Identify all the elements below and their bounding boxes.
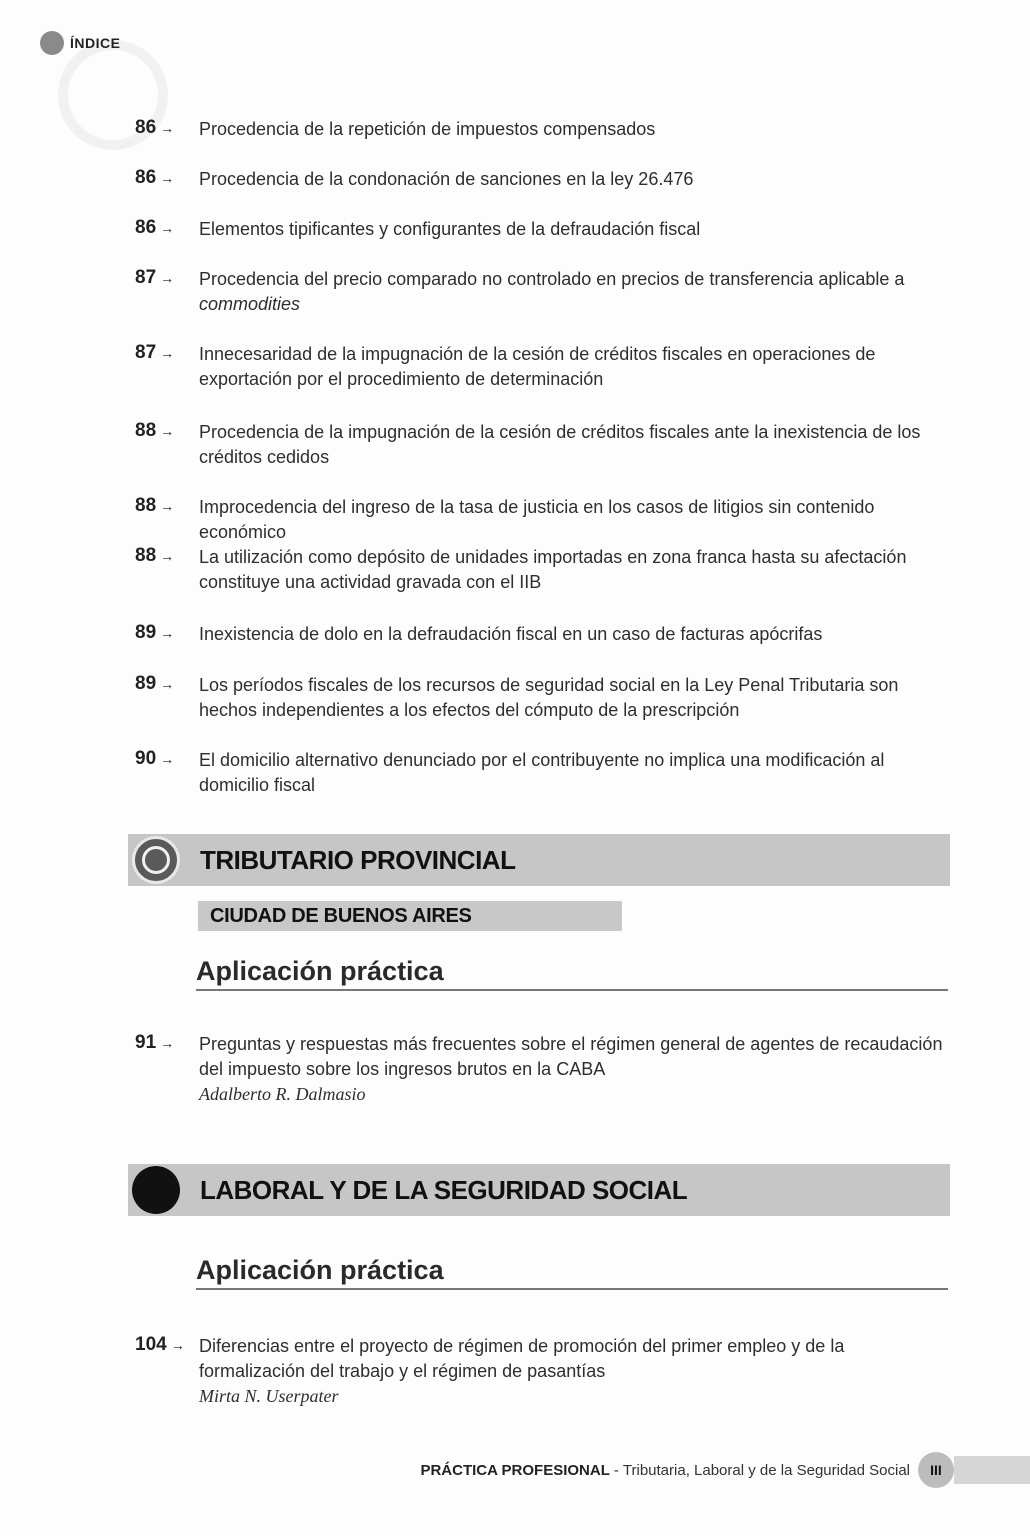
entry-title: Innecesaridad de la impugnación de la cesión de créditos fiscales en operaciones de exportación por el procedimiento de determinación (199, 344, 876, 389)
entry-page-number: 87 (135, 267, 157, 288)
section-heading (196, 1255, 948, 1290)
entry-title: Procedencia de la impugnación de la cesión de créditos fiscales ante la inexistencia de los créditos cedidos (199, 422, 921, 467)
circle-icon (132, 1166, 180, 1214)
heading-text: Aplicación práctica (196, 956, 444, 986)
entry-author: Adalberto R. Dalmasio (199, 1084, 366, 1104)
entry-title: Elementos tipificantes y configurantes de la defraudación fiscal (199, 219, 701, 239)
section-title: LABORAL Y DE LA SEGURIDAD SOCIAL (200, 1174, 688, 1205)
page-footer (420, 1452, 1030, 1488)
entry-page-number: 87 (135, 342, 157, 363)
toc-entry[interactable] (135, 342, 950, 392)
toc-entry[interactable] (135, 117, 950, 142)
page-number-badge: III (918, 1452, 954, 1488)
entry-title: Diferencias entre el proyecto de régimen de promoción del primer empleo y de la formalización del trabajo y el régimen de pasantías (199, 1336, 845, 1381)
toc-entry[interactable] (135, 1032, 950, 1106)
toc-entry[interactable] (135, 495, 950, 545)
entry-page-number: 104 (135, 1334, 167, 1355)
header-title: ÍNDICE (70, 35, 121, 51)
entry-title: Los períodos fiscales de los recursos de seguridad social en la Ley Penal Tributaria son hechos independientes a los efectos del cómputo de la prescripción (199, 675, 899, 720)
arrow-icon: → (160, 120, 175, 136)
arrow-icon: → (160, 423, 175, 439)
toc-entry[interactable] (135, 673, 950, 723)
section-title: TRIBUTARIO PROVINCIAL (200, 844, 516, 875)
toc-entry[interactable] (135, 267, 950, 317)
entry-page-number: 88 (135, 420, 157, 441)
entry-title-italic: commodities (199, 294, 301, 314)
arrow-icon: → (160, 625, 175, 641)
footer-separator: - (613, 1461, 619, 1479)
section-heading (196, 956, 948, 991)
footer-tab (954, 1456, 1030, 1484)
entry-page-number: 91 (135, 1032, 157, 1053)
toc-entry[interactable] (135, 622, 950, 647)
entry-title: Improcedencia del ingreso de la tasa de justicia en los casos de litigios sin contenido económico (199, 497, 875, 542)
arrow-icon: → (160, 170, 175, 186)
section-band-tributario-provincial (128, 834, 950, 886)
arrow-icon: → (160, 270, 175, 286)
entry-title: El domicilio alternativo denunciado por el contribuyente no implica una modificación al domicilio fiscal (199, 750, 885, 795)
entry-author: Mirta N. Userpater (199, 1386, 339, 1406)
subsection-title: CIUDAD DE BUENOS AIRES (210, 904, 472, 927)
toc-entry[interactable] (135, 1334, 950, 1408)
entry-page-number: 86 (135, 167, 157, 188)
entry-title: Inexistencia de dolo en la defraudación fiscal en un caso de facturas apócrifas (199, 624, 823, 644)
toc-entry[interactable] (135, 420, 950, 470)
entry-title: Procedencia del precio comparado no controlado en precios de transferencia aplicable a (199, 269, 905, 289)
compass-icon (132, 836, 180, 884)
footer-brand: PRÁCTICA PROFESIONAL (420, 1461, 610, 1479)
entry-title: Procedencia de la condonación de sanciones en la ley 26.476 (199, 169, 694, 189)
arrow-icon: → (160, 498, 175, 514)
entry-page-number: 86 (135, 217, 157, 238)
entry-page-number: 89 (135, 622, 157, 643)
entry-page-number: 88 (135, 495, 157, 516)
entry-title: Preguntas y respuestas más frecuentes sobre el régimen general de agentes de recaudación del impuesto sobre los ingresos brutos en la CABA (199, 1034, 943, 1079)
toc-entry[interactable] (135, 167, 950, 192)
arrow-icon: → (160, 345, 175, 361)
entry-page-number: 88 (135, 545, 157, 566)
footer-description: Tributaria, Laboral y de la Seguridad Social (622, 1461, 910, 1479)
heading-text: Aplicación práctica (196, 1255, 444, 1285)
arrow-icon: → (160, 751, 175, 767)
entry-title: La utilización como depósito de unidades importadas en zona franca hasta su afectación constituye una actividad gravada con el IIB (199, 547, 907, 592)
toc-entry[interactable] (135, 217, 950, 242)
entry-page-number: 90 (135, 748, 157, 769)
arrow-icon: → (160, 220, 175, 236)
arrow-icon: → (160, 1035, 175, 1051)
page-header (40, 28, 120, 58)
arrow-icon: → (160, 676, 175, 692)
entry-page-number: 89 (135, 673, 157, 694)
section-band-laboral (128, 1164, 950, 1216)
arrow-icon: → (160, 548, 175, 564)
subsection-band (198, 901, 622, 931)
entry-title: Procedencia de la repetición de impuestos compensados (199, 119, 656, 139)
entry-page-number: 86 (135, 117, 157, 138)
toc-entry[interactable] (135, 748, 950, 798)
toc-entry[interactable] (135, 545, 950, 595)
arrow-icon: → (170, 1337, 185, 1353)
header-bullet-icon (40, 31, 64, 55)
